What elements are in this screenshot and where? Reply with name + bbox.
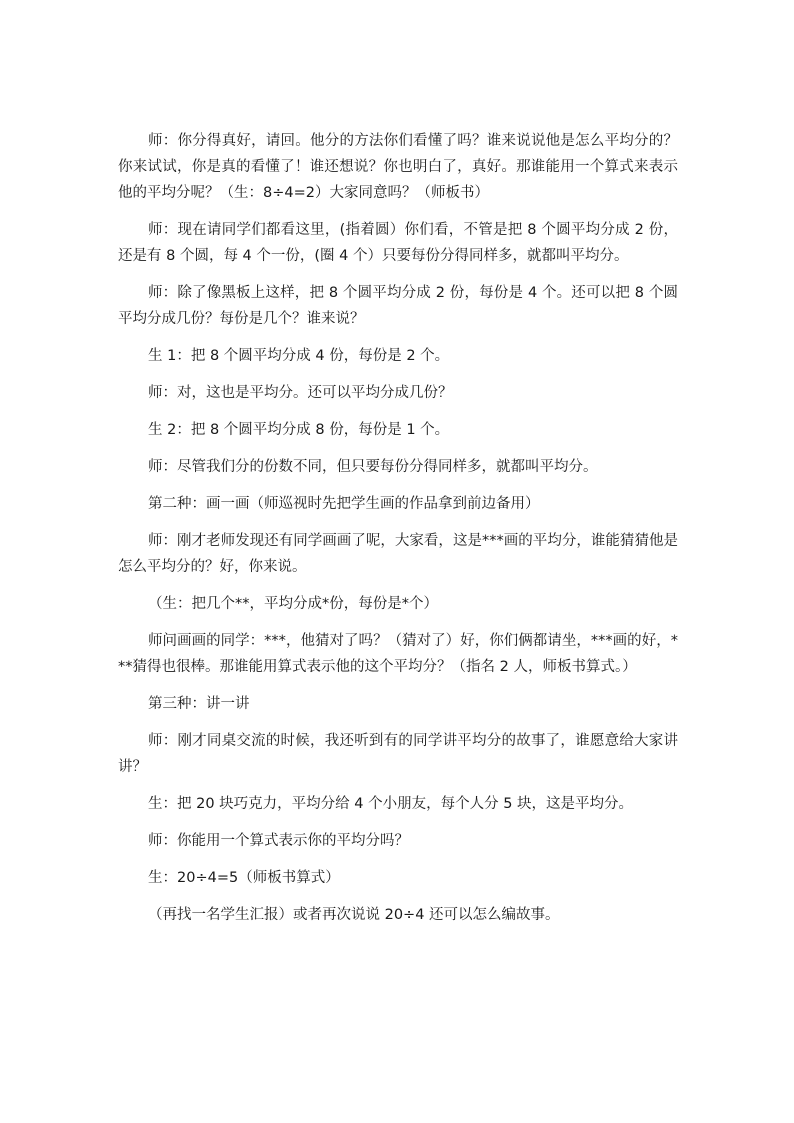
paragraph: 师问画画的同学：***，他猜对了吗？（猜对了）好，你们俩都请坐，***画的好，***猜得也很棒。那谁能用算式表示他的这个平均分？（指名 2 人，师板书算式。）	[118, 633, 678, 675]
paragraph: 师：对，这也是平均分。还可以平均分成几份？	[148, 385, 453, 401]
document-body	[118, 128, 678, 939]
paragraph: （再找一名学生汇报）或者再次说说 20÷4 还可以怎么编故事。	[148, 907, 560, 923]
paragraph: 生：把 20 块巧克力，平均分给 4 个小朋友，每个人分 5 块，这是平均分。	[148, 796, 634, 812]
paragraph: 生：20÷4=5（师板书算式）	[148, 870, 340, 886]
section-heading: 第二种：画一画（师巡视时先把学生画的作品拿到前边备用）	[148, 496, 540, 512]
paragraph: 师：现在请同学们都看这里，(指着圆）你们看，不管是把 8 个圆平均分成 2 份，还是有 8 个圆，每 4 个一份，(圈 4 个）只要每份分得同样多，就都叫平均分。	[118, 222, 678, 264]
paragraph: 师：刚才老师发现还有同学画画了呢，大家看，这是***画的平均分，谁能猜猜他是怎么平均分的？好，你来说。	[118, 533, 678, 575]
paragraph: 师：除了像黑板上这样，把 8 个圆平均分成 2 份，每份是 4 个。还可以把 8 个圆平均分成几份？每份是几个？谁来说？	[118, 285, 678, 327]
section-heading: 第三种：讲一讲	[148, 696, 250, 712]
paragraph: 生 1：把 8 个圆平均分成 4 份，每份是 2 个。	[148, 348, 450, 364]
paragraph: 师：你分得真好，请回。他分的方法你们看懂了吗？谁来说说他是怎么平均分的？你来试试，你是真的看懂了！谁还想说？你也明白了，真好。那谁能用一个算式来表示他的平均分呢？（生：8÷4=2）大家同意吗？（师板书）	[118, 133, 678, 201]
paragraph: 师：你能用一个算式表示你的平均分吗？	[148, 833, 409, 849]
paragraph: （生：把几个**，平均分成*份，每份是*个）	[148, 596, 438, 612]
paragraph: 师：刚才同桌交流的时候，我还听到有的同学讲平均分的故事了，谁愿意给大家讲讲？	[118, 733, 678, 775]
paragraph: 师：尽管我们分的份数不同，但只要每份分得同样多，就都叫平均分。	[148, 459, 598, 475]
paragraph: 生 2：把 8 个圆平均分成 8 份，每份是 1 个。	[148, 422, 450, 438]
